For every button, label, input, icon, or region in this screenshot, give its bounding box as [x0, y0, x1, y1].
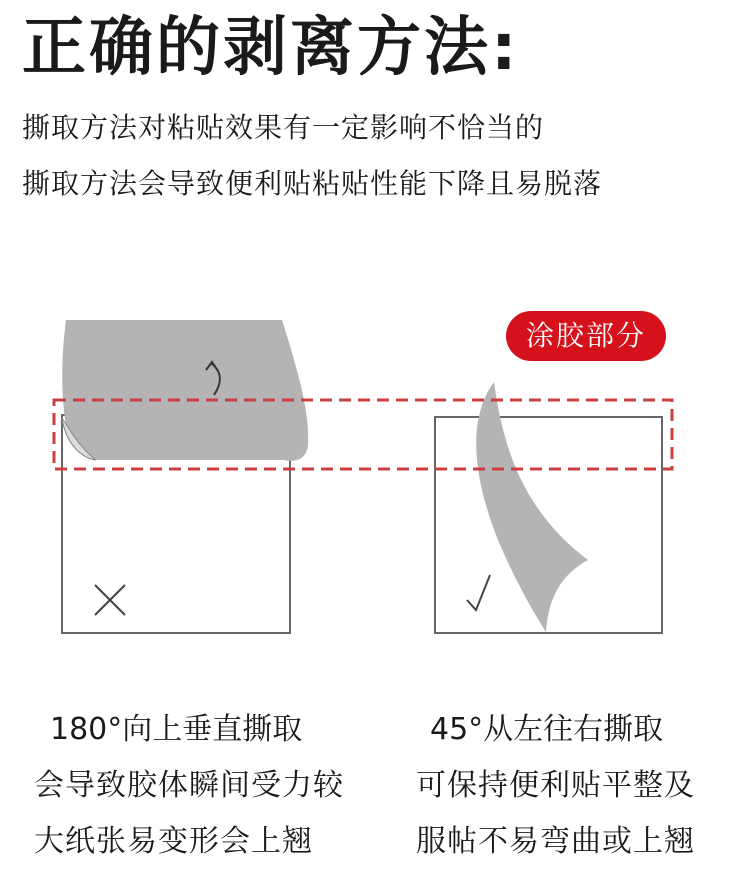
left-line-1: 会导致胶体瞬间受力较 — [34, 768, 344, 803]
left-line-2: 大纸张易变形会上翘 — [34, 824, 313, 859]
right-line-2: 服帖不易弯曲或上翘 — [416, 824, 695, 859]
left-heading: 180°向上垂直撕取 — [50, 712, 303, 747]
description-line-1: 撕取方法对粘贴效果有一定影响不恰当的 — [22, 111, 545, 144]
right-line-1: 可保持便利贴平整及 — [416, 768, 695, 803]
adhesive-badge: 涂胶部分 — [506, 311, 666, 361]
right-heading: 45°从左往右撕取 — [430, 712, 664, 747]
left-peeled-sheet — [62, 320, 308, 461]
description-line-2: 撕取方法会导致便利贴粘贴性能下降且易脱落 — [22, 167, 603, 200]
page-title: 正确的剥离方法: — [22, 11, 520, 85]
